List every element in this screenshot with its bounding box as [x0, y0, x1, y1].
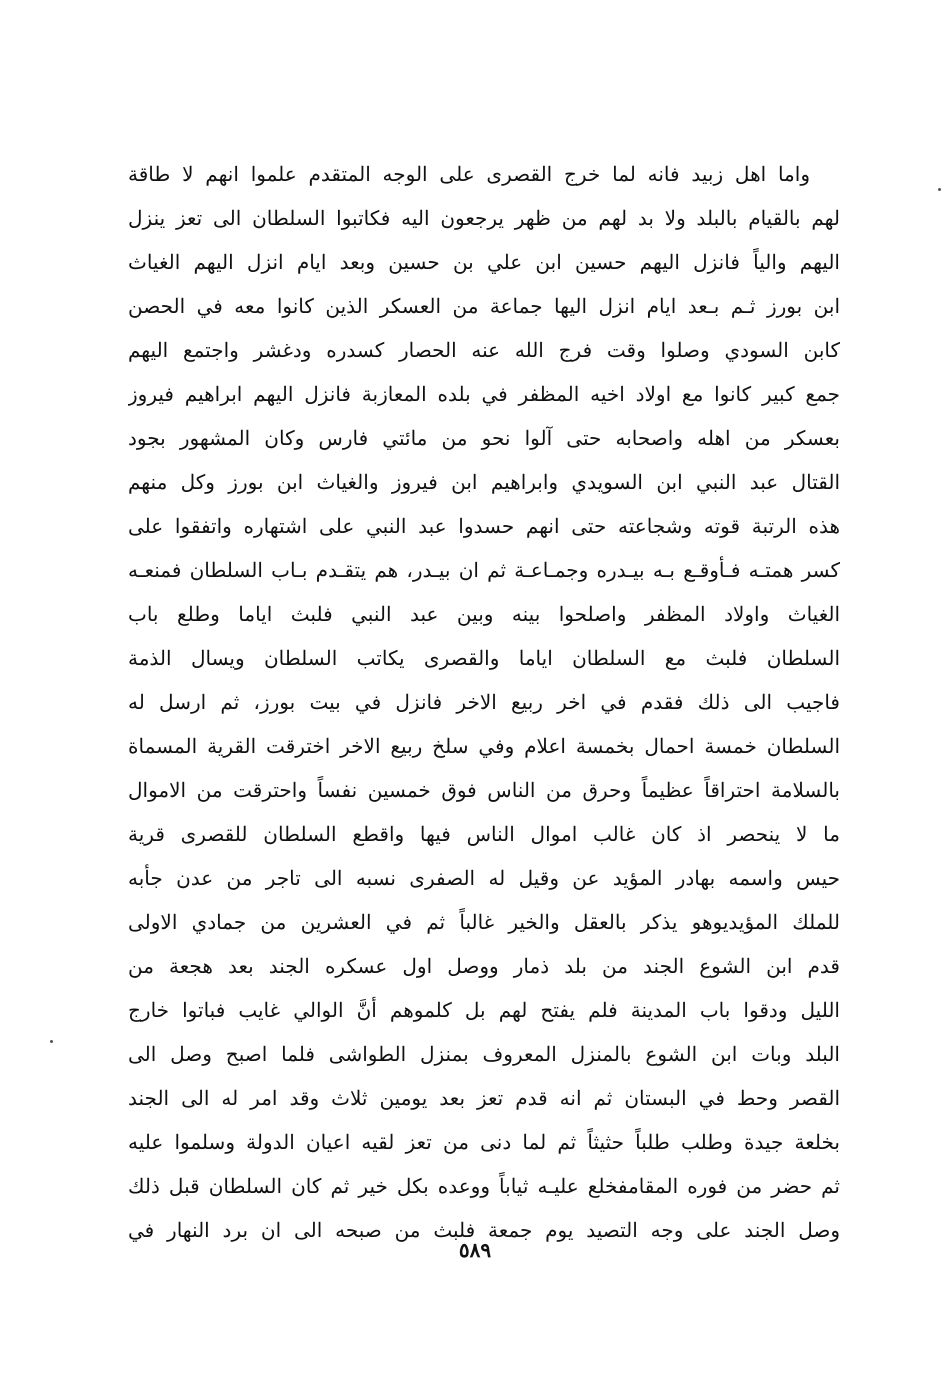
scan-speck	[938, 188, 941, 191]
text-line: هذه الرتبة قوته وشجاعته حتى انهم حسدوا عبد النبي على اشتهاره واتفقوا على	[128, 514, 840, 538]
text-line: للملك المؤيديوهو يذكر بالعقل والخير غالباً ثم في العشرين من جمادي الاولى	[128, 910, 840, 934]
text-line: اليهم والياً فانزل اليهم حسين ابن علي بن حسين وبعد ايام انزل اليهم الغياث	[128, 250, 840, 274]
text-line: البلد وبات ابن الشوع بالمنزل المعروف بمنزل الطواشى فلما اصبح وصل الى	[128, 1042, 840, 1066]
text-line: ما لا ينحصر اذ كان غالب اموال الناس فيها واقطع السلطان للقصرى قرية	[128, 822, 840, 846]
text-line: كابن السودي وصلوا وقت فرج الله عنه الحصار كسدره ودغشر واجتمع اليهم	[128, 338, 840, 362]
text-line: قدم ابن الشوع الجند من بلد ذمار ووصل اول عسكره الجند بعد هجعة من	[128, 954, 840, 978]
text-line: الغياث واولاد المظفر واصلحوا بينه وبين عبد النبي فلبث اياما وطلع باب	[128, 602, 840, 626]
text-line: جمع كبير كانوا مع اولاد اخيه المظفر في بلده المعازبة فانزل اليهم ابراهيم فيروز	[128, 382, 840, 406]
text-line: حيس واسمه بهادر المؤيد عن وقيل له الصفرى نسبه الى تاجر من عدن جأبه	[128, 866, 840, 890]
text-line: السلطان فلبث مع السلطان اياما والقصرى يكاتب السلطان ويسال الذمة	[128, 646, 840, 670]
text-line: القتال عبد النبي ابن السويدي وابراهيم ابن فيروز والغياث ابن بورز وكل منهم	[128, 470, 840, 494]
text-line: ابن بورز ثـم بـعد ايام انزل اليها جماعة من العسكر الذين كانوا معه في الحصن	[128, 294, 840, 318]
body-text	[128, 152, 840, 1252]
text-line: كسر همتـه فـأوقـع بـه بيـدره وجمـاعـة ثم ان بيـدر، هم يتقـدم بـاب السلطان فمنعـه	[128, 558, 840, 582]
text-line: فاجيب الى ذلك فقدم في اخر ربيع الاخر فانزل في بيت بورز، ثم ارسل له	[128, 690, 840, 714]
text-line: القصر وحط في البستان ثم انه قدم تعز بعد يومين ثلاث وقد امر له الى الجند	[128, 1086, 840, 1110]
text-line: بعسكر من اهله واصحابه حتى آلوا نحو من مائتي فارس وكان المشهور بجود	[128, 426, 840, 450]
text-line: بالسلامة احتراقاً عظيماً وحرق من الناس فوق خمسين نفساً واحترقت من الاموال	[128, 778, 840, 802]
text-line: بخلعة جيدة وطلب طلباً حثيثاً ثم لما دنى من تعز لقيه اعيان الدولة وسلموا عليه	[128, 1130, 840, 1154]
text-line: الليل ودقوا باب المدينة فلم يفتح لهم بل كلموهم أنَّ الوالي غايب فباتوا خارج	[128, 998, 840, 1022]
text-line: لهم بالقيام بالبلد ولا بد لهم من ظهر يرجعون اليه فكاتبوا السلطان الى تعز ينزل	[128, 206, 840, 230]
text-line: السلطان خمسة احمال بخمسة اعلام وفي سلخ ربيع الاخر اخترقت القرية المسماة	[128, 734, 840, 758]
scan-speck	[50, 1040, 53, 1043]
text-line: ثم حضر من فوره المقامفخلع عليـه ثياباً ووعده بكل خير ثم كان السلطان قبل ذلك	[128, 1174, 840, 1198]
page-number: ٥٨٩	[458, 1238, 492, 1262]
text-line: واما اهل زبيد فانه لما خرج القصرى على الوجه المتقدم علموا انهم لا طاقة	[128, 162, 810, 186]
text-line: وصل الجند على وجه التصيد يوم جمعة فلبث من صبحه الى ان برد النهار في	[128, 1218, 840, 1242]
